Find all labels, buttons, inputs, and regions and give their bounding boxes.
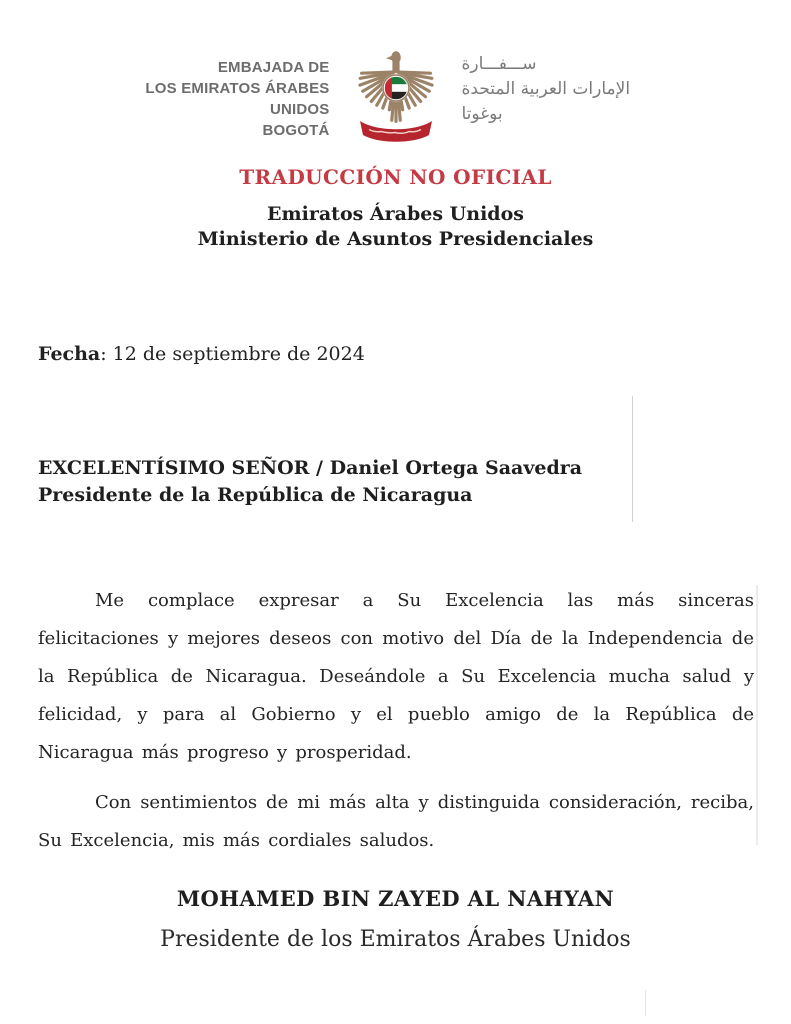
scan-artifact	[645, 990, 646, 1016]
embassy-ar-line2: الإمارات العربية المتحدة	[461, 79, 631, 99]
embassy-ar-line3: بوغوتا	[461, 104, 503, 124]
country-heading-line: Emiratos Árabes Unidos	[267, 203, 524, 225]
uae-flag-roundel	[382, 74, 410, 102]
date-label: Fecha	[38, 343, 101, 365]
ministry-heading-line: Ministerio de Asuntos Presidenciales	[197, 228, 594, 250]
ministry-heading	[0, 202, 791, 252]
embassy-es-line2: LOS EMIRATOS ÁRABES UNIDOS	[145, 80, 330, 118]
falcon-head	[386, 51, 401, 73]
banner-ribbon	[360, 121, 432, 142]
signature-name: MOHAMED BIN ZAYED AL NAHYAN	[176, 886, 615, 911]
recipient-title-line: Presidente de la República de Nicaragua	[38, 484, 473, 506]
letterhead	[0, 48, 791, 148]
date-value: : 12 de septiembre de 2024	[100, 343, 365, 365]
body-paragraph-1: Me complace expresar a Su Excelencia las más sinceras felicitaciones y mejores deseos con motivo del Día de la Independencia de la República de Nicaragua. Deseándole a Su Excelencia mucha salud y felicidad, y para al Gobierno y el pueblo amigo de la República de Nicaragua más progreso y prosperidad.	[38, 590, 754, 763]
recipient-block	[38, 455, 582, 509]
embassy-es-line1: EMBAJADA DE	[217, 59, 330, 76]
embassy-name-arabic	[462, 48, 694, 127]
body-paragraph-2: Con sentimientos de mi más alta y distinguida consideración, reciba, Su Excelencia, mis más cordiales saludos.	[38, 792, 754, 851]
embassy-name-spanish	[98, 48, 330, 141]
letter-body	[38, 582, 754, 872]
scan-artifact	[756, 585, 758, 845]
embassy-ar-line1: ســـفـــارة	[461, 54, 537, 74]
uae-falcon-emblem-icon	[343, 48, 449, 148]
scan-artifact	[632, 396, 633, 522]
embassy-es-line3: BOGOTÁ	[262, 122, 330, 139]
date-line	[38, 343, 365, 365]
recipient-name-line: EXCELENTÍSIMO SEÑOR / Daniel Ortega Saavedra	[38, 457, 583, 479]
unofficial-translation-title: TRADUCCIÓN NO OFICIAL	[239, 165, 552, 189]
uae-emblem	[343, 48, 449, 148]
signature-title: Presidente de los Emiratos Árabes Unidos	[160, 927, 631, 952]
